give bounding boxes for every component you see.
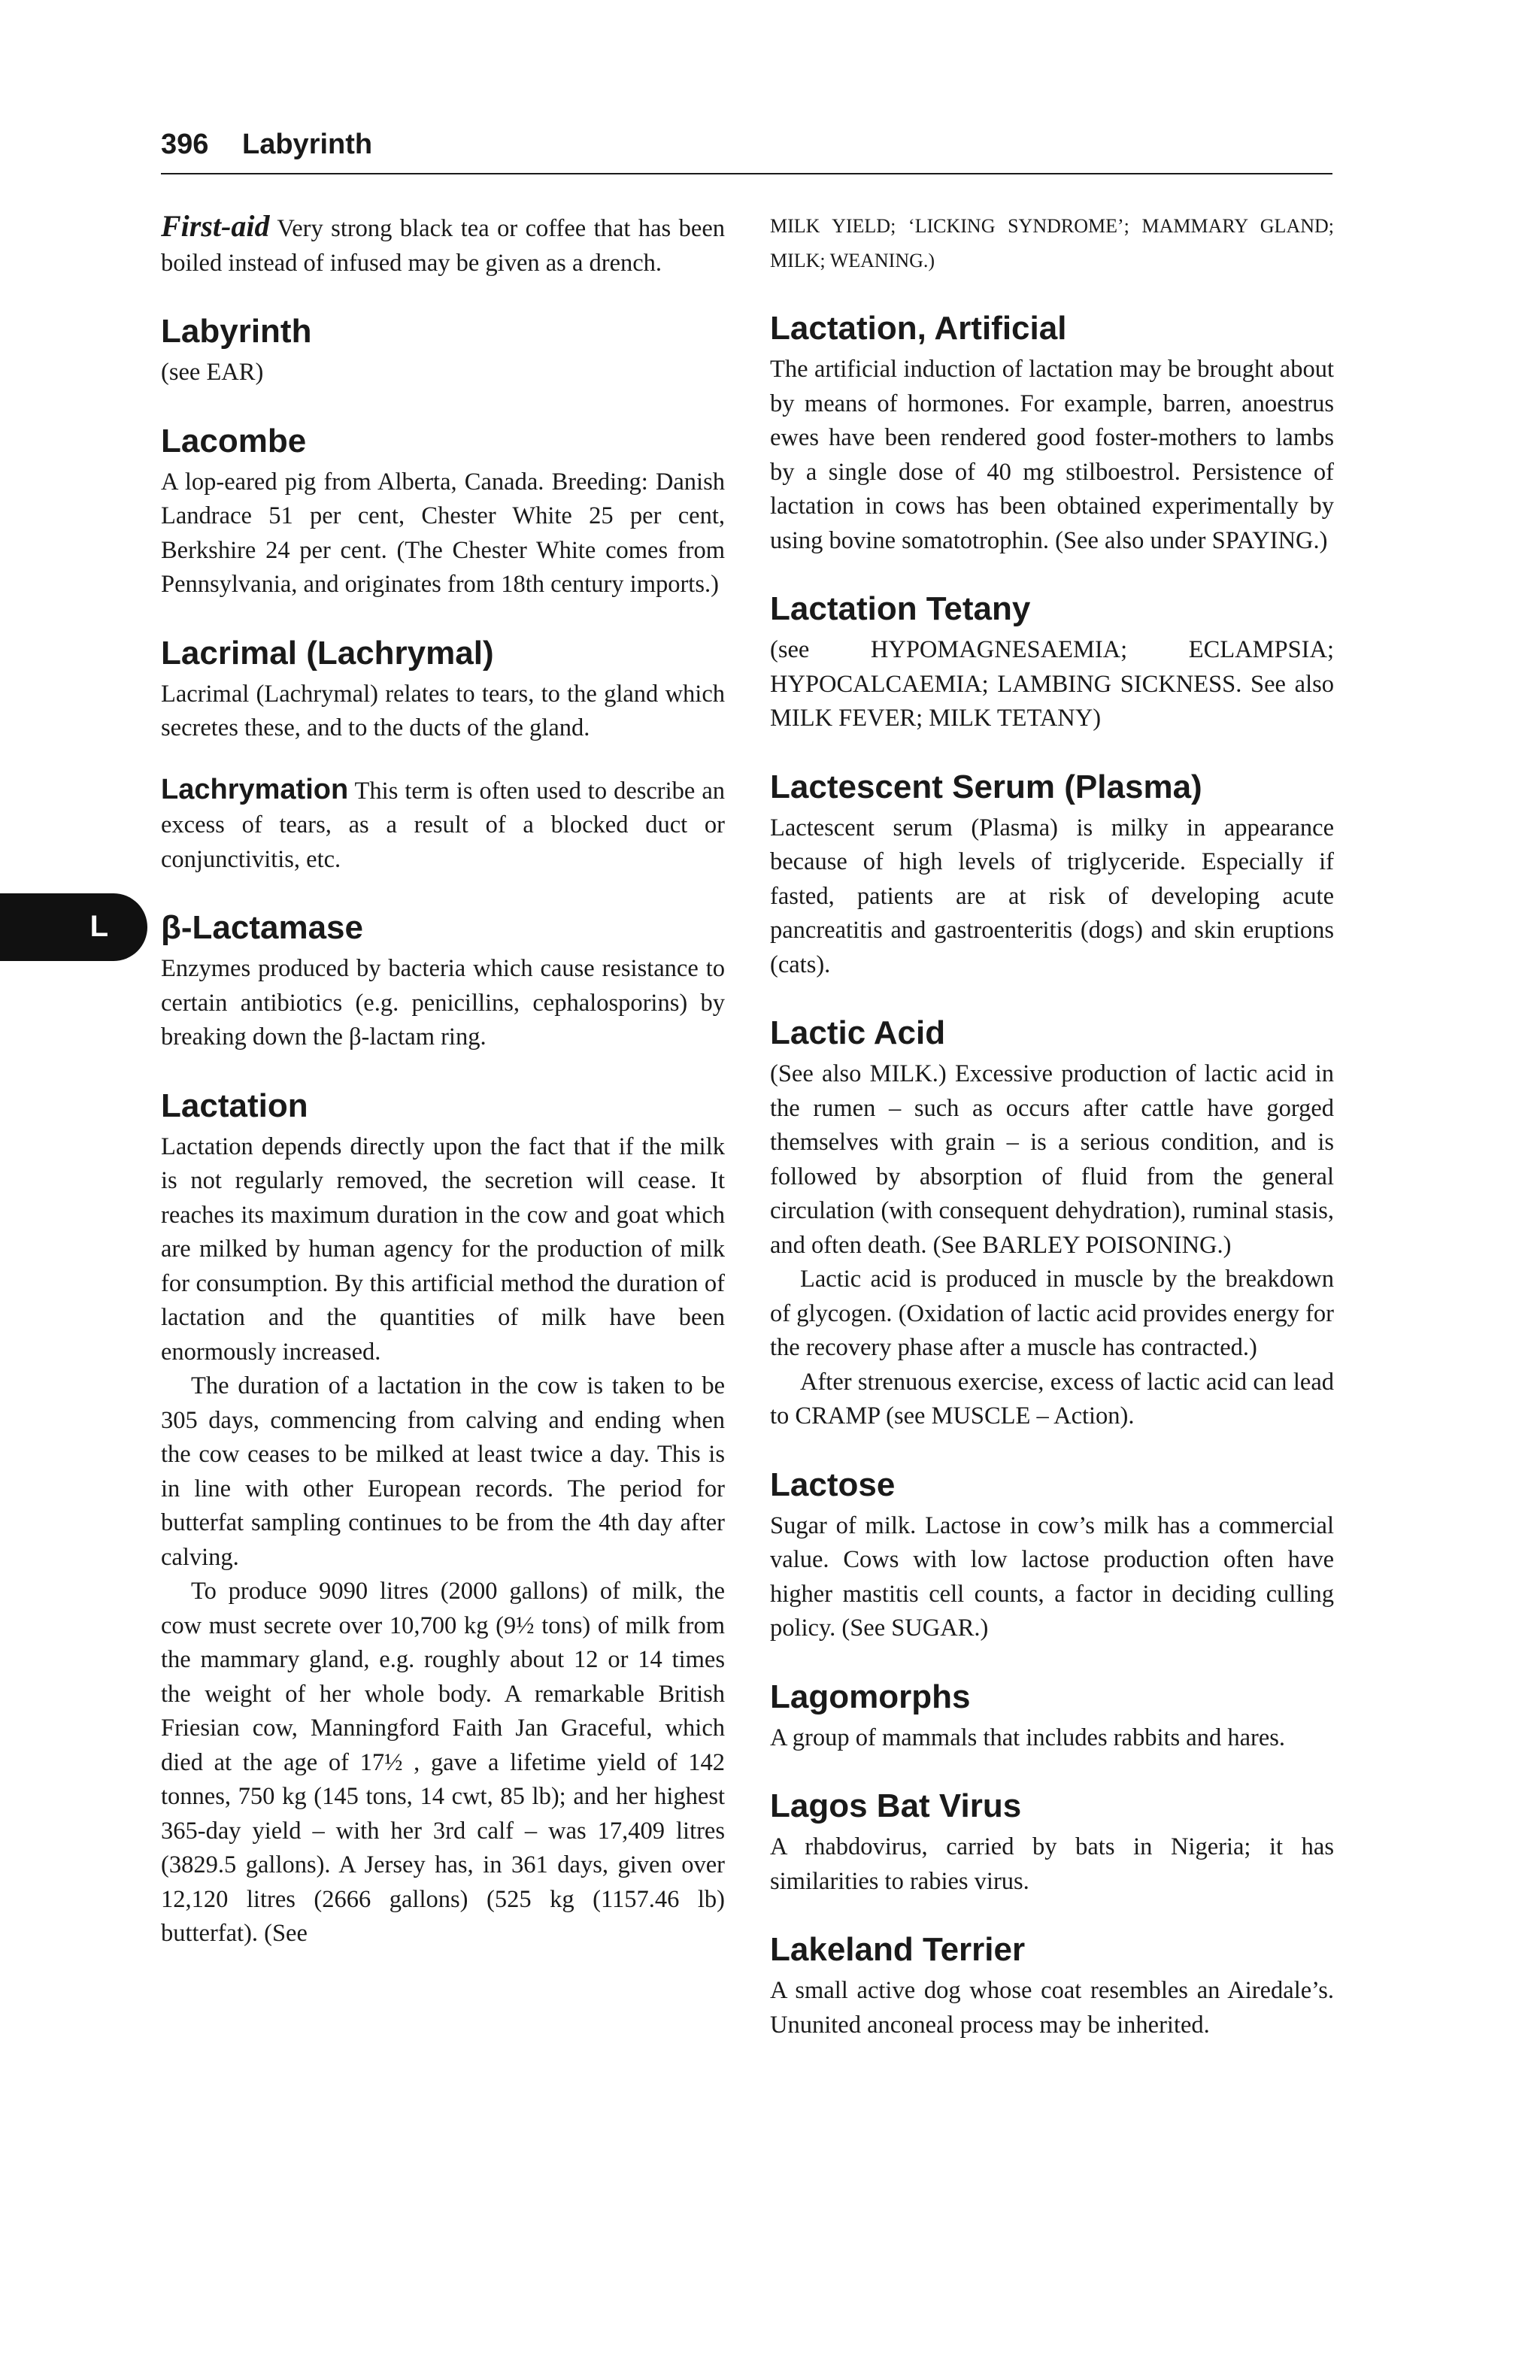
entry-text: Sugar of milk. Lactose in cow’s milk has a commercial value. Cows with low lactose production often have higher mastitis cell counts, a factor in deciding culling policy. (See SUGAR.) [770, 1511, 1334, 1642]
continued-text: MILK YIELD; ‘LICKING SYNDROME’; MAMMARY GLAND; MILK; WEANING.) [770, 215, 1334, 271]
entry-text: A group of mammals that includes rabbits and hares. [770, 1724, 1286, 1751]
entry-lacombe [161, 417, 725, 602]
entry-labyrinth [161, 308, 725, 390]
entry-lacrimal [161, 629, 725, 746]
cross-reference: (see HYPOMAGNESAEMIA; ECLAMPSIA; HYPOCALCAEMIA; LAMBING SICKNESS. See also MILK FEVER; MILK TETANY) [770, 636, 1334, 732]
entry-paragraph: Lactation depends directly upon the fact that if the milk is not regularly removed, the secretion will cease. It reaches its maximum duration in the cow and goat which are milked by human agency for the production of milk for consumption. By this artificial method the duration of lactation and the quantities of milk have been enormously increased. [161, 1132, 725, 1366]
entry-paragraph: After strenuous exercise, excess of lactic acid can lead to CRAMP (see MUSCLE – Action). [770, 1368, 1334, 1430]
entry-text: The artificial induction of lactation may be brought about by means of hormones. For example, barren, anoestrus ewes have been rendered good foster-mothers to lambs by a single dose of 40 mg stilboestrol. Persistence of lactation in cows has been obtained experimentally by using bovine somatotrophin. (See also under SPAYING.) [770, 356, 1334, 554]
right-column [770, 209, 1334, 2209]
entry-lactose [770, 1461, 1334, 1646]
entry-title: Lacombe [161, 422, 307, 459]
entry-lactation-artificial [770, 305, 1334, 558]
continued-cross-reference [770, 209, 1334, 277]
entry-lactescent-serum [770, 763, 1334, 983]
page-number: 396 [161, 129, 209, 160]
entry-text: Lacrimal (Lachrymal) relates to tears, to the gland which secretes these, and to the ducts of the gland. [161, 680, 725, 741]
entry-lactation-tetany [770, 585, 1334, 736]
entry-lachrymation [161, 773, 725, 878]
entry-title: Lactose [770, 1466, 896, 1503]
left-column [161, 209, 725, 2209]
thumb-index-letter: L [89, 910, 108, 943]
entry-title: Lacrimal (Lachrymal) [161, 634, 494, 672]
entry-title: β-Lactamase [161, 909, 363, 946]
entry-lagos-bat-virus [770, 1782, 1334, 1899]
entry-beta-lactamase [161, 904, 725, 1055]
first-aid-lead: First-aid [161, 209, 270, 243]
entry-text: A lop-eared pig from Alberta, Canada. Breeding: Danish Landrace 51 per cent, Chester White 25 per cent, Berkshire 24 per cent. (The Chester White comes from Pennsylvania, and originates from 18th century imports.) [161, 468, 725, 598]
entry-text: A small active dog whose coat resembles an Airedale’s. Ununited anconeal process may be inherited. [770, 1977, 1334, 2039]
entry-text: A rhabdovirus, carried by bats in Nigeria; it has similarities to rabies virus. [770, 1833, 1334, 1895]
running-head: Labyrinth [242, 129, 373, 160]
entry-text: Lactescent serum (Plasma) is milky in appearance because of high levels of triglyceride. Especially if fasted, patients are at risk of developing acute pancreatitis and gastroenteritis (dogs) and skin eruptions (cats). [770, 814, 1334, 978]
entry-title: Lactation, Artificial [770, 310, 1067, 347]
entry-title: Lakeland Terrier [770, 1931, 1026, 1968]
entry-paragraph: The duration of a lactation in the cow is taken to be 305 days, commencing from calving and ending when the cow ceases to be milked at least twice a day. This is in line with other European records. The period for butterfat sampling continues to be from the 4th day after calving. [161, 1372, 725, 1571]
lachrymation-text: This term is often used to describe an excess of tears, as a result of a blocked duct or conjunctivitis, etc. [161, 777, 725, 873]
entry-paragraph: Lactic acid is produced in muscle by the breakdown of glycogen. (Oxidation of lactic acid provides energy for the recovery phase after a muscle has contracted.) [770, 1266, 1334, 1361]
entry-lactic-acid [770, 1009, 1334, 1434]
entry-paragraph: (See also MILK.) Excessive production of lactic acid in the rumen – such as occurs after cattle have gorged themselves with grain – is a serious condition, and is followed by absorption of fluid from the general circulation (with consequent dehydration), ruminal stasis, and often death. (See BARLEY POISONING.) [770, 1060, 1334, 1259]
first-aid-text: Very strong black tea or coffee that has been boiled instead of infused may be given as a drench. [161, 215, 725, 277]
entry-lactation [161, 1082, 725, 1951]
entry-title: Lagomorphs [770, 1678, 971, 1715]
entry-paragraph: To produce 9090 litres (2000 gallons) of milk, the cow must secrete over 10,700 kg (9½ tons) of milk from the mammary gland, e.g. roughly about 12 or 14 times the weight of her whole body. A remarkable British Friesian cow, Manningford Faith Jan Graceful, which died at the age of 17½ , gave a lifetime yield of 142 tonnes, 750 kg (145 tons, 14 cwt, 85 lb); and her highest 365-day yield – with her 3rd calf – was 17,409 litres (3829.5 gallons). A Jersey has, in 361 days, given over 12,120 litres (2666 gallons) (525 kg (1157.46 lb) butterfat). (See [161, 1578, 725, 1947]
cross-reference: (see EAR) [161, 359, 264, 386]
entry-title: Lagos Bat Virus [770, 1787, 1022, 1824]
entry-title: Lactic Acid [770, 1014, 946, 1051]
lachrymation-lead: Lachrymation [161, 773, 349, 805]
entry-title: Lactation [161, 1087, 308, 1124]
page-header [161, 126, 1332, 174]
thumb-index-tab [0, 893, 147, 961]
entry-first-aid [161, 209, 725, 280]
entry-title: Lactation Tetany [770, 590, 1031, 627]
entry-lakeland-terrier [770, 1926, 1334, 2042]
entry-title: Lactescent Serum (Plasma) [770, 768, 1202, 805]
entry-lagomorphs [770, 1673, 1334, 1756]
entry-text: Enzymes produced by bacteria which cause resistance to certain antibiotics (e.g. penicillins, cephalosporins) by breaking down the β-lactam ring. [161, 955, 725, 1051]
entry-title: Labyrinth [161, 313, 312, 350]
